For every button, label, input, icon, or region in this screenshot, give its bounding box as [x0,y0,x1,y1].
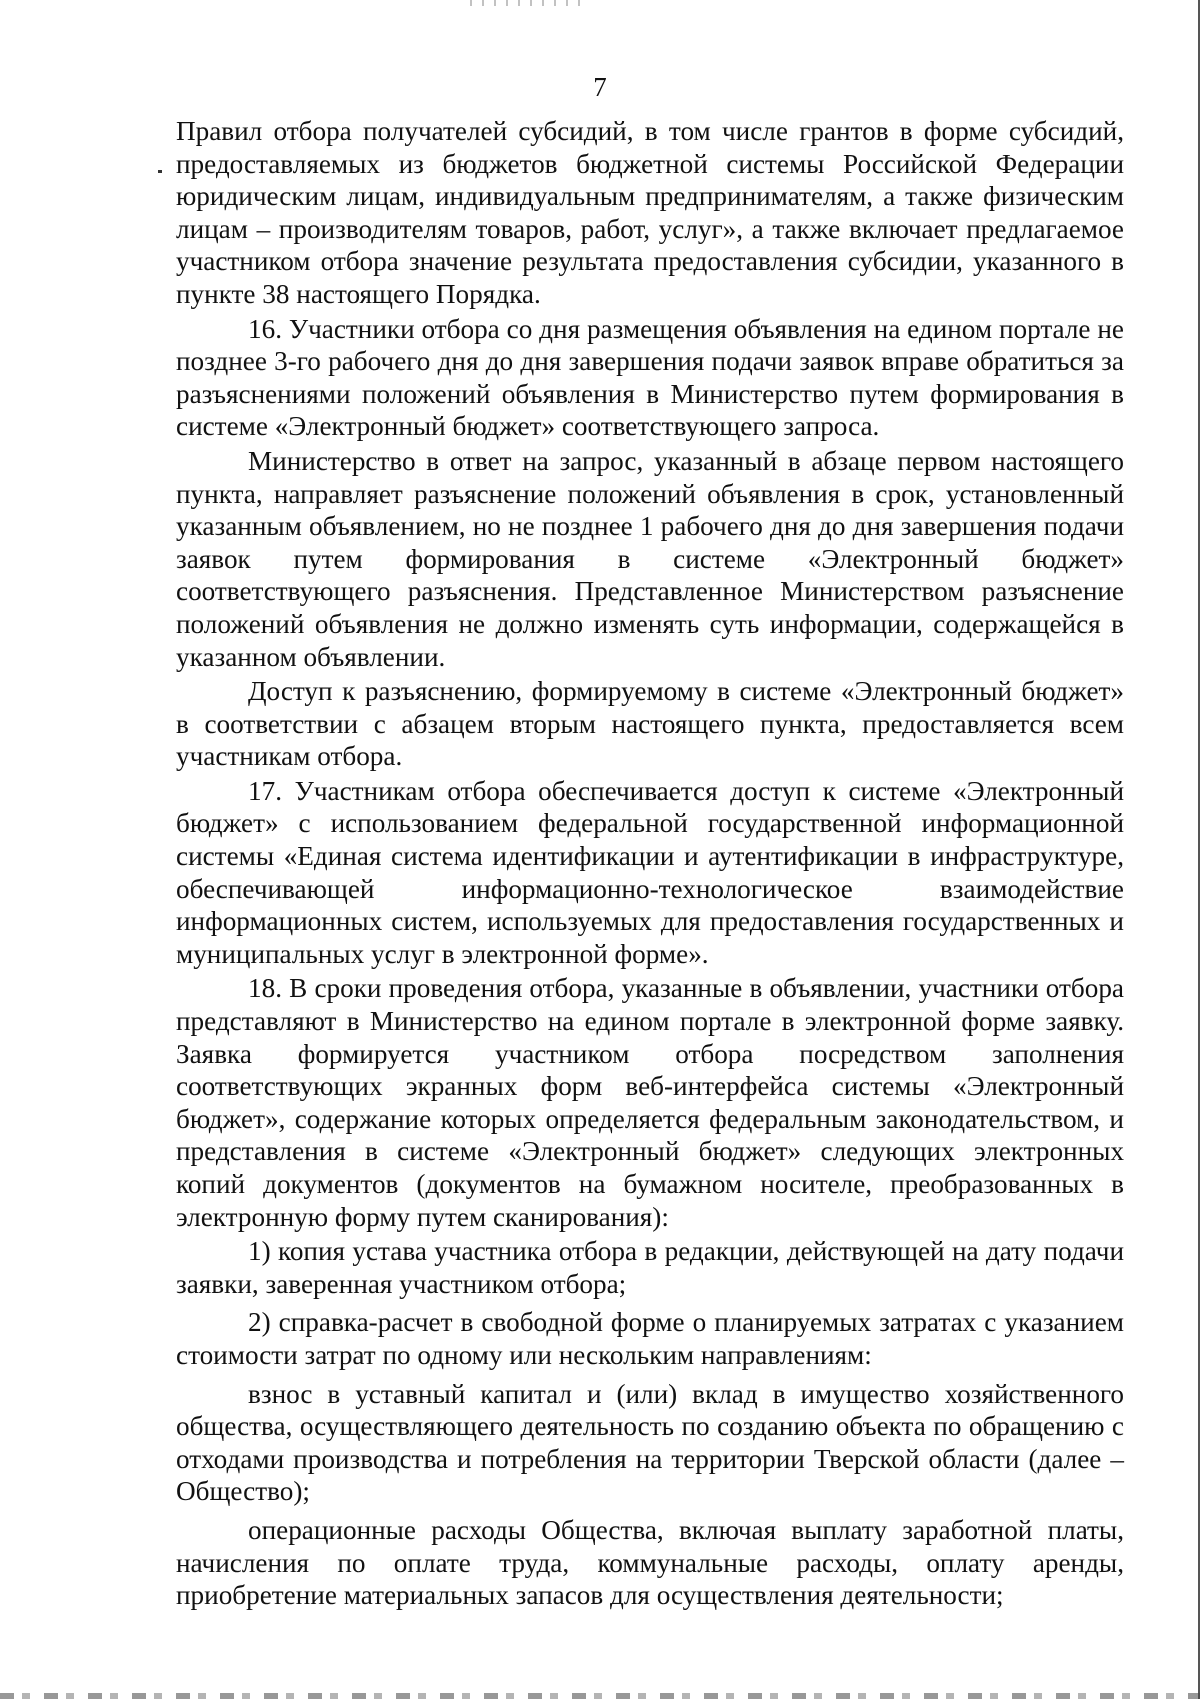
scan-artifact-top [470,0,590,6]
paragraph-item-18: 18. В сроки проведения отбора, указанные в объявлении, участники отбора представляют в Министерство на едином портале в электронной форме заявку. Заявка формируется участником отбора посредством заполнения соответствующих экранных форм веб-интерфейса системы «Электронный бюджет», содержание которых определяется федеральным законодательством, и представления в системе «Электронный бюджет» следующих электронных копий документов (документов на бумажном носителе, преобразованных в электронную форму путем сканирования): [176,973,1124,1232]
document-body [176,115,1124,1612]
scan-artifact-bottom [0,1693,1200,1699]
sub-item-contribution: взнос в уставный капитал и (или) вклад в имущество хозяйственного общества, осуществляющего деятельность по созданию объекта по обращению с отходами производства и потребления на территории Тверской области (далее – Общество); [176,1378,1124,1507]
paragraph-access-clarification: Доступ к разъяснению, формируемому в системе «Электронный бюджет» в соответствии с абзацем вторым настоящего пункта, предоставляется всем участникам отбора. [176,676,1124,772]
paragraph-continuation: Правил отбора получателей субсидий, в том числе грантов в форме субсидий, предоставляемых из бюджетов бюджетной системы Российской Федерации юридическим лицам, индивидуальным предпринимателям, а также физическим лицам – производителям товаров, работ, услуг», а также включает предлагаемое участником отбора значение результата предоставления субсидии, указанного в пункте 38 настоящего Порядка. [176,116,1124,309]
sub-item-operating-expenses: операционные расходы Общества, включая выплату заработной платы, начисления по оплате труда, коммунальные расходы, оплату аренды, приобретение материальных запасов для осуществления деятельности; [176,1514,1124,1611]
page-number: 7 [593,72,607,102]
scan-artifact-dot [158,170,162,173]
paragraph-item-17: 17. Участникам отбора обеспечивается доступ к системе «Электронный бюджет» с использованием федеральной государственной информационной системы «Единая система идентификации и аутентификации в инфраструктуре, обеспечивающей информационно-технологическое взаимодействие информационных систем, используемых для предоставления государственных и муниципальных услуг в электронной форме». [176,775,1124,969]
list-item-2: 2) справка-расчет в свободной форме о планируемых затратах с указанием стоимости затрат по одному или нескольким направлениям: [176,1307,1124,1370]
paragraph-item-16: 16. Участники отбора со дня размещения объявления на едином портале не позднее 3-го рабочего дня до дня завершения подачи заявок вправе обратиться за разъяснениями положений объявления в Министерство путем формирования в системе «Электронный бюджет» соответствующего запроса. [176,313,1124,442]
list-item-1: 1) копия устава участника отбора в редакции, действующей на дату подачи заявки, заверенная участником отбора; [176,1236,1124,1299]
paragraph-ministry-response: Министерство в ответ на запрос, указанный в абзаце первом настоящего пункта, направляет разъяснение положений объявления в срок, установленный указанным объявлением, но не позднее 1 рабочего дня до дня завершения подачи заявок путем формирования в системе «Электронный бюджет» соответствующего разъяснения. Представленное Министерством разъяснение положений объявления не должно изменять суть информации, содержащейся в указанном объявлении. [176,445,1124,672]
